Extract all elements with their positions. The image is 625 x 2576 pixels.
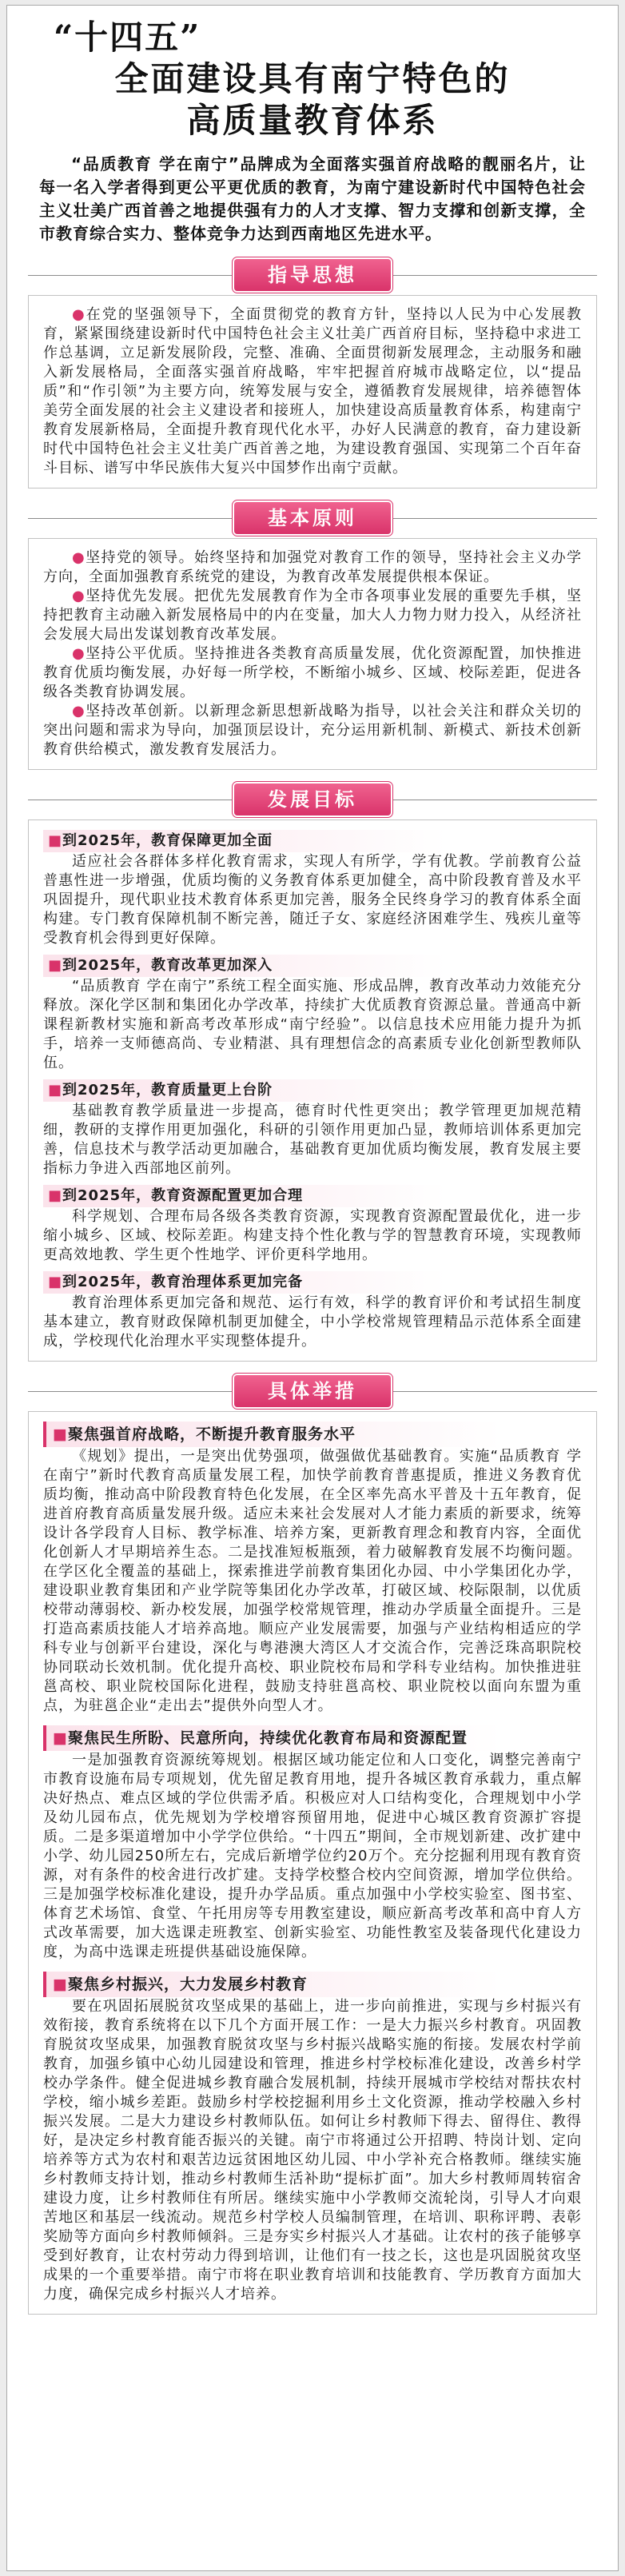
square-bullet-icon: ■ (48, 1082, 63, 1099)
infographic-page (6, 5, 619, 2571)
goal-title-text: 到2025年，教育治理体系更加完备 (62, 1274, 304, 1290)
bullet-dot-icon: ● (72, 645, 86, 662)
section-measures (28, 1371, 597, 2315)
measure-text: 要在巩固拓展脱贫攻坚成果的基础上，进一步向前推进，实现与乡村振兴有效衔接，教育系统将在以下几个方面开展工作：一是大力振兴乡村教育。巩固教育脱贫攻坚成果，加强教育脱贫攻坚与乡村振兴战略实施的衔接。发展农村学前教育，加强乡镇中心幼儿园建设和管理，推进乡村学校标准化建设，改善乡村学校办学条件。健全促进城乡教育融合发展机制，持续开展城市学校结对帮扶农村学校，缩小城乡差距。鼓励乡村学校挖掘利用乡土文化资源，推动学校融入乡村振兴发展。二是大力建设乡村教师队伍。如何让乡村教师下得去、留得住、教得好，是决定乡村教育能否振兴的关键。南宁市将通过公开招聘、特岗计划、定向培养等方式为农村和艰苦边远贫困地区幼儿园、中小学补充合格教师。继续实施乡村教师支持计划，推动乡村教师生活补助“提标扩面”。加大乡村教师周转宿舍建设力度，让乡村教师住有所居。继续实施中小学教师交流轮岗，引导人才向艰苦地区和基层一线流动。规范乡村学校人员编制管理，在培训、职称评聘、表彰奖励等方面向乡村教师倾斜。三是夯实乡村振兴人才基础。让农村的孩子能够享受到好教育，让农村劳动力得到培训，让他们有一技之长，这也是巩固脱贫攻坚成果的一个重要举措。南宁市将在职业教育培训和技能教育、学历教育方面加大力度，确保完成乡村振兴人才培养。 (43, 1998, 582, 2303)
bullet-dot-icon: ● (72, 703, 86, 720)
goal-title-text: 到2025年，教育改革更加深入 (62, 957, 273, 974)
goal-title-text: 到2025年，教育资源配置更加合理 (62, 1187, 304, 1204)
section-heading (28, 255, 597, 295)
title-line-2: 高质量教育体系 (186, 101, 439, 140)
section-heading (28, 498, 597, 538)
principle-text: 坚持党的领导。始终坚持和加强党对教育工作的领导，坚持社会主义办学方向，全面加强教育系统党的建设，为教育改革发展提供根本保证。 (43, 549, 582, 585)
goal-title (43, 955, 582, 977)
section-heading (28, 780, 597, 819)
masthead (7, 6, 618, 145)
page-title (7, 58, 618, 142)
measure-title (43, 1725, 582, 1751)
section-body (28, 819, 597, 1362)
section-basic-principles (28, 498, 597, 770)
section-label: 指导思想 (234, 259, 391, 291)
goal-title-text: 到2025年，教育保障更加全面 (62, 832, 273, 849)
section-label: 发展目标 (234, 784, 391, 815)
principle-text: 坚持改革创新。以新理念新思想新战略为指导，以社会关注和群众关切的突出问题和需求为导向，加强顶层设计，充分运用新机制、新模式、新技术创新教育供给模式，激发教育发展活力。 (43, 703, 582, 758)
square-bullet-icon: ■ (48, 1187, 63, 1204)
intro-paragraph: “品质教育 学在南宁”品牌成为全面落实强首府战略的靓丽名片，让每一名入学者得到更公平更优质的教育，为南宁建设新时代中国特色社会主义壮美广西首善之地提供强有力的人才支撑、智力支撑和创新支撑，全市教育综合实力、整体竞争力达到西南地区先进水平。 (39, 154, 586, 243)
goal-text: 科学规划、合理布局各级各类教育资源，实现教育资源配置最优化，进一步缩小城乡、区域、校际差距。构建支持个性化教与学的智慧教育环境，实现教师更高效地教、学生更个性地学、评价更科学地用。 (43, 1208, 582, 1263)
measure-title (43, 1422, 582, 1447)
goal-text: “品质教育 学在南宁”系统工程全面实施、形成品牌，教育改革动力效能充分释放。深化学区制和集团化办学改革，持续扩大优质教育资源总量。普通高中新课程新教材实施和新高考改革形成“南宁经验”。以信息技术应用能力提升为抓手，培养一支师德高尚、专业精湛、具有理想信念的高素质专业化创新型教师队伍。 (43, 978, 582, 1071)
bullet-dot-icon: ● (72, 549, 86, 566)
measure-title-text: 聚焦强首府战略，不断提升教育服务水平 (67, 1426, 356, 1443)
goal-title (43, 1271, 582, 1294)
paragraph (43, 305, 582, 478)
measure-title-text: 聚焦民生所盼、民意所向，持续优化教育布局和资源配置 (67, 1729, 468, 1747)
bullet-dot-icon: ● (72, 588, 86, 604)
section-body (28, 1411, 597, 2315)
section-development-goals (28, 780, 597, 1362)
square-bullet-icon: ■ (53, 1729, 68, 1747)
principle-text: 坚持优先发展。把优先发展教育作为全市各项事业发展的重要先手棋，坚持把教育主动融入新发展格局中的内在变量，加大人力物力财力投入，从经济社会发展大局出发谋划教育改革发展。 (43, 588, 582, 643)
section-guiding-thought (28, 255, 597, 488)
measure-text: 《规划》提出，一是突出优势强项，做强做优基础教育。实施“品质教育 学在南宁”新时代教育高质量发展工程，加快学前教育普惠提质，推进义务教育优质均衡，推动高中阶段教育特色化发展，在全区率先高水平普及十五年教育，促进首府教育高质量发展升级。适应未来社会发展对人才能力素质的新要求，统筹设计各学段育人目标、教学标准、培养方案，更新教育理念和教育内容，全面优化创新人才早期培养生态。二是找准短板瓶颈，着力破解教育发展不均衡问题。在学区化全覆盖的基础上，探索推进学前教育集团化办园、中小学集团化办学，建设职业教育集团和产业学院等集团化办学改革，打破区域、校际限制，以优质校带动薄弱校、新办校发展，加强学校常规管理，推动办学质量全面提升。三是打造高素质技能人才培养高地。顺应产业发展需要，加强与产业结构相适应的学科专业与创新平台建设，深化与粤港澳大湾区人才交流合作，完善泛珠高职院校协同联动长效机制。优化提升高校、职业院校布局和学科专业结构。加快推进驻邕高校、职业院校国际化进程，鼓励支持驻邕高校、职业院校以面向东盟为重点，为驻邕企业“走出去”提供外向型人才。 (43, 1448, 582, 1714)
goal-title-text: 到2025年，教育质量更上台阶 (62, 1082, 273, 1099)
goal-title (43, 1185, 582, 1207)
principle-text: 坚持公平优质。坚持推进各类教育高质量发展，优化资源配置，加快推进教育优质均衡发展，办好每一所学校，不断缩小城乡、区域、校际差距，促进各级各类教育协调发展。 (43, 645, 582, 700)
principle-item (43, 548, 582, 587)
principle-item (43, 644, 582, 702)
principle-item (43, 702, 582, 760)
goal-text: 适应社会各群体多样化教育需求，实现人有所学，学有优教。学前教育公益普惠性进一步增强，优质均衡的义务教育体系更加健全，高中阶段教育普及水平巩固提升，现代职业技术教育体系更加完善，服务全民终身学习的教育体系全面构建。专门教育保障机制不断完善，随迁子女、家庭经济困难学生、残疾儿童等受教育机会得到更好保障。 (43, 853, 582, 947)
principle-item (43, 587, 582, 644)
square-bullet-icon: ■ (48, 1274, 63, 1290)
goal-text: 教育治理体系更加完备和规范、运行有效，科学的教育评价和考试招生制度基本建立，教育财政保障机制更加健全，中小学校常规管理精品示范体系全面建成，学校现代化治理水平实现整体提升。 (43, 1294, 582, 1350)
goal-title (43, 830, 582, 852)
goal-title (43, 1079, 582, 1102)
square-bullet-icon: ■ (48, 832, 63, 849)
title-kicker: “十四五” (54, 18, 201, 57)
section-label: 基本原则 (234, 502, 391, 534)
goal-text: 基础教育教学质量进一步提高，德育时代性更突出；教学管理更加规范精细，教研的支撑作用更加强化，科研的引领作用更加凸显，教师培训体系更加完善，信息技术与教学活动更加融合，基础教育更加优质均衡发展，教育发展主要指标力争进入西部地区前列。 (43, 1103, 582, 1177)
square-bullet-icon: ■ (53, 1976, 68, 1993)
section-body (28, 538, 597, 770)
measure-title (43, 1972, 582, 1997)
measure-title-text: 聚焦乡村振兴，大力发展乡村教育 (67, 1976, 308, 1993)
bullet-dot-icon: ● (72, 306, 86, 323)
square-bullet-icon: ■ (48, 957, 63, 974)
section-label: 具体举措 (234, 1375, 391, 1407)
measure-text: 一是加强教育资源统筹规划。根据区域功能定位和人口变化，调整完善南宁市教育设施布局专项规划，优先留足教育用地，提升各城区教育承载力，重点解决好热点、难点区域的学位供需矛盾。积极应对人口结构变化，合理规划中小学及幼儿园布点，优先规划为学校增容预留用地，促进中心城区教育资源扩容提质。二是多渠道增加中小学学位供给。“十四五”期间，全市规划新建、改扩建中小学、幼儿园250所左右，完成后新增学位约20万个。充分挖掘利用现有教育资源，对有条件的校舍进行改扩建。支持学校整合校内空间资源，增加学位供给。三是加强学校标准化建设，提升办学品质。重点加强中小学校实验室、图书室、体育艺术场馆、食堂、午托用房等专用教室建设，顺应新高考改革和高中育人方式改革需要，加大选课走班教室、创新实验室、功能性教室及装备现代化建设力度，为高中选课走班提供基础设施保障。 (43, 1752, 582, 1960)
paragraph-text: 在党的坚强领导下，全面贯彻党的教育方针，坚持以人民为中心发展教育，紧紧围绕建设新时代中国特色社会主义壮美广西首府目标，坚持稳中求进工作总基调，立足新发展阶段，完整、准确、全面贯彻新发展理念，主动服务和融入新发展格局，全面落实强首府战略，牢牢把握首府城市战略定位，以“提品质”和“作引领”为主要方向，统筹发展与安全，遵循教育发展规律，培养德智体美劳全面发展的社会主义建设者和接班人，加快建设高质量教育体系，构建南宁教育发展新格局，全面提升教育现代化水平，办好人民满意的教育，奋力建设新时代中国特色社会主义壮美广西首善之地，为建设教育强国、实现第二个百年奋斗目标、谱写中华民族伟大复兴中国梦作出南宁贡献。 (43, 306, 582, 477)
section-body (28, 295, 597, 488)
section-heading (28, 1371, 597, 1411)
square-bullet-icon: ■ (53, 1426, 68, 1443)
title-line-1: 全面建设具有南宁特色的 (114, 59, 511, 98)
